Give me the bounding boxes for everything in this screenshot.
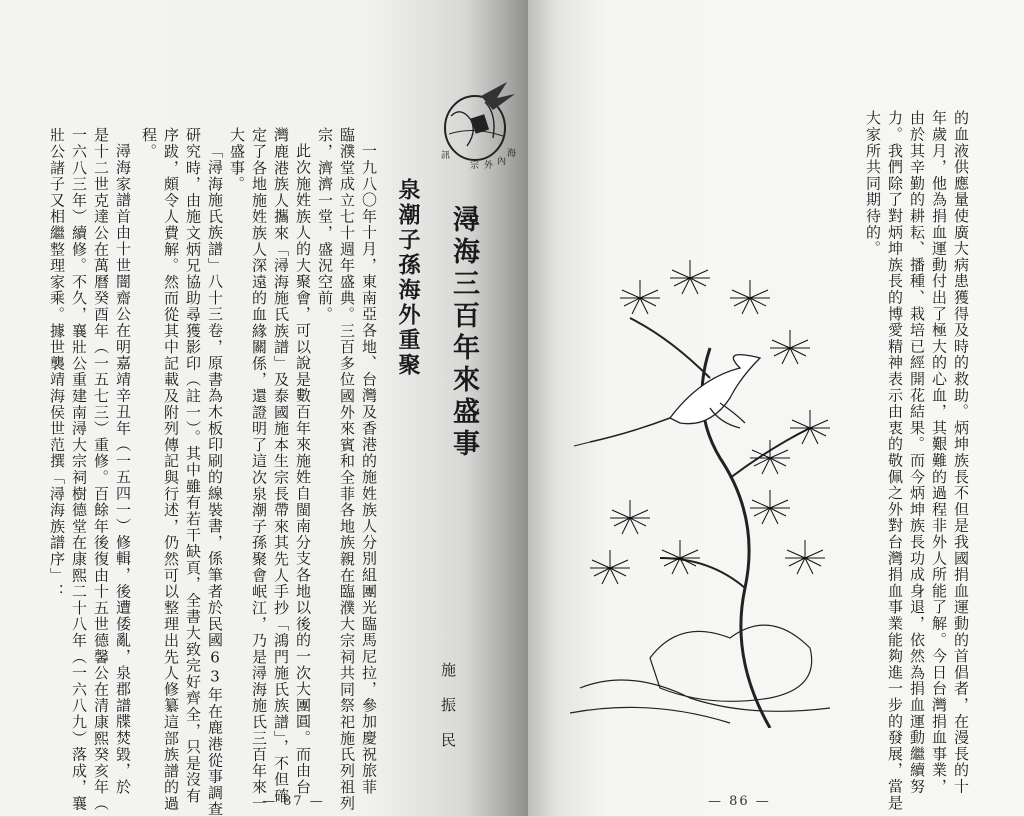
article-subtitle: 泉潮子孫海外重聚: [395, 178, 420, 378]
crane-icon: [574, 355, 760, 446]
text-column: 臨濮堂成立七十週年盛典。三百多位國外來賓和全菲各地族親在臨濮大宗祠共同祭祀施氏列祖列: [338, 127, 356, 812]
page-number: — 86 —: [708, 794, 771, 809]
right-page: [528, 0, 1024, 816]
overseas-news-emblem: [437, 76, 517, 172]
text-column: 由於其辛勤的耕耘、播種、栽培已經開花結果。而今炳坤族長功成身退，依然為捐血運動繼續努: [908, 110, 926, 795]
emblem-char-3: 宗: [470, 161, 480, 171]
text-column: 宗，濟濟一堂，盛況空前。: [316, 127, 334, 323]
text-column: 程。: [140, 127, 158, 160]
text-column: 研究時，由施文炳兄協助尋獲影印（註一）。其中雖有若干缺頁，全書大致完好齊全，只是沒有: [184, 127, 202, 805]
text-column: 的血液供應量使廣大病患獲得及時的救助。炳坤族長不但是我國捐血運動的首倡者，在漫長的十: [952, 110, 970, 795]
author-name: 施振民: [439, 662, 457, 767]
emblem-char-1: 海: [507, 149, 517, 159]
text-column: 一九八〇年十月，東南亞各地、台灣及香港的施姓族人分別組團光臨馬尼拉，參加慶祝旅菲: [360, 143, 378, 795]
text-column: 力。我們除了對炳坤族長的博愛精神表示由衷的敬佩之外對台灣捐血事業能夠進一步的發展，當是: [886, 110, 904, 811]
text-column: 年歲月，他為捐血運動付出了極大的心血，其艱難的過程非外人所能了解。今日台灣捐血事業，: [930, 110, 948, 795]
emblem-char-2: 外: [484, 161, 494, 171]
text-column: 定了各地施姓族人深遠的血緣關係，還證明了這次泉潮子孫聚會岷江，乃是潯海施氏三百年來一: [250, 127, 268, 812]
article-title: 潯海三百年來盛事: [448, 205, 479, 461]
text-column: 灣鹿港族人攜來「潯海施氏族譜」及泰國施本生宗長帶來其先人手抄「鴻門施氏族譜」，不但確: [272, 127, 290, 805]
text-column: 大盛事。: [228, 127, 246, 193]
text-column: 一六八三年）續修。不久，襄壯公重建南潯大宗祠樹德堂在康熙二十八年（一六八九）落成，襄: [70, 127, 88, 812]
text-column: 此次施姓族人的大聚會，可以說是數百年來施姓自閩南分支各地以後的一次大團圓。而由台: [294, 143, 312, 795]
crane-and-pine-icon: [570, 258, 836, 728]
text-column: 大家所共同期待的。: [864, 110, 882, 257]
emblem-char-4: 訊: [441, 151, 451, 161]
emblem-char-5: 內: [497, 157, 507, 167]
page-number: — 87 —: [262, 794, 325, 809]
text-column: 「潯海施氏族譜」八十三卷，原書為木板印刷的線裝書，係筆者於民國63年在鹿港從事調查: [206, 143, 224, 817]
text-column: 潯海家譜首由十世闇齋公在明嘉靖辛丑年（一五四一）修輯，後遭倭亂，泉郡譜牒焚毀，於: [114, 143, 132, 795]
text-column: 序跋，頗令人費解。然而從其中記載及附列傳記與行述，仍然可以整理出先人修纂這部族譜的過: [162, 127, 180, 812]
text-column: 壯公諸子又相繼整理家乘。據世襲靖海侯世范撰「潯海族譜序」：: [48, 127, 66, 600]
text-column: 是十二世克達公在萬曆癸酉年（一五七三）重修。百餘年後復由十五世德馨公在清康熙癸亥年（: [92, 127, 110, 812]
